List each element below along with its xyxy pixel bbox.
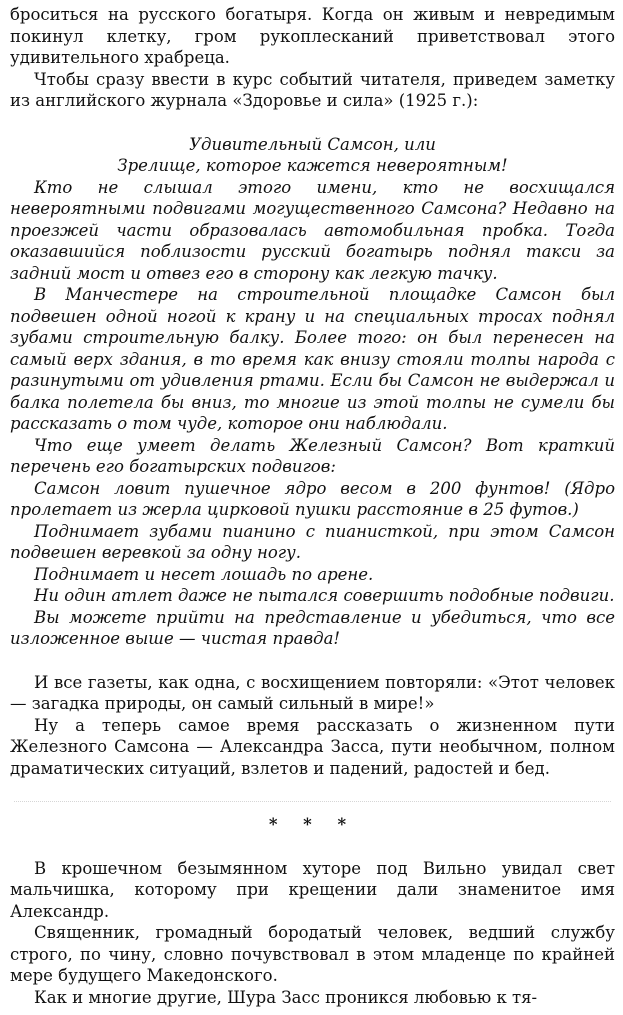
paragraph-priest: Священник, громадный бородатый человек, ведший службу строго, по чину, словно почувствовал в этом младенце по крайней мере будущего Македонского.: [10, 923, 615, 985]
spacer: [10, 112, 615, 134]
paragraph-life-path: Ну а теперь самое время рассказать о жизненном пути Железного Самсона — Александра Засса, пути необычном, полном драматических ситуаций, взлетов и падений, радостей и бед.: [10, 715, 615, 778]
spacer: [10, 779, 615, 801]
article-title-line-1: Удивительный Самсон, или: [189, 134, 436, 154]
article-paragraph-cannonball: Самсон ловит пушечное ядро весом в 200 фунтов! (Ядро пролетает из жерла цирковой пушки расстояние в 25 футов.): [10, 478, 615, 519]
article-paragraph-taxi: Кто не слышал этого имени, кто не восхищался невероятными подвигами могущественного Самсона? Недавно на проезжей части образовалась автомобильная пробка. Тогда оказавшийся поблизости русский богатырь поднял такси за задний мост и отвез его в сторону как легкую тачку.: [10, 177, 615, 283]
article-paragraph-piano: Поднимает зубами пианино с пианисткой, при этом Самсон подвешен веревкой за одну ногу.: [10, 521, 615, 562]
spacer: [10, 650, 615, 672]
article-paragraph-horse: Поднимает и несет лошадь по арене.: [34, 564, 374, 584]
paragraph-birth: В крошечном безымянном хуторе под Вильно увидал свет мальчишка, которому при крещении дали знаменитое имя Александр.: [10, 858, 615, 921]
article-paragraph-truth: Вы можете прийти на представление и убедиться, что все изложенное выше — чистая правда!: [10, 607, 615, 648]
article-paragraph-feats-intro: Что еще умеет делать Железный Самсон? Вот краткий перечень его богатырских подвигов:: [10, 435, 615, 476]
section-separator: * * *: [268, 815, 357, 834]
article-title-line-2: Зрелище, которое кажется невероятным!: [117, 156, 508, 175]
paragraph-newspapers: И все газеты, как одна, с восхищением повторяли: «Этот человек — загадка природы, он самый сильный в мире!»: [10, 672, 615, 713]
paragraph-intro-tail: броситься на русского богатыря. Когда он живым и невредимым покинул клетку, гром рукоплесканий приветствовал этого удивительного храбреца.: [10, 5, 615, 67]
paragraph-shura: Как и многие другие, Шура Засс проникся любовью к тя-: [34, 987, 538, 1007]
article-paragraph-manchester: В Манчестере на строительной площадке Самсон был подвешен одной ногой к крану и на специальных тросах поднял зубами строительную балку. Более того: он был перенесен на самый верх здания, в то время как внизу стояли толпы народа с разинутыми от удивления ртами. Если бы Самсон не выдержал и балка полетела бы вниз, то многие из этой толпы не сумели бы рассказать о том чуде, которое они наблюдали.: [10, 285, 615, 433]
spacer: [10, 836, 615, 858]
article-paragraph-no-athlete: Ни один атлет даже не пытался совершить подобные подвиги.: [34, 586, 615, 605]
spacer: [10, 802, 615, 814]
paragraph-magazine-intro: Чтобы сразу ввести в курс событий читателя, приведем заметку из английского журнала «Здоровье и сила» (1925 г.):: [10, 69, 615, 110]
